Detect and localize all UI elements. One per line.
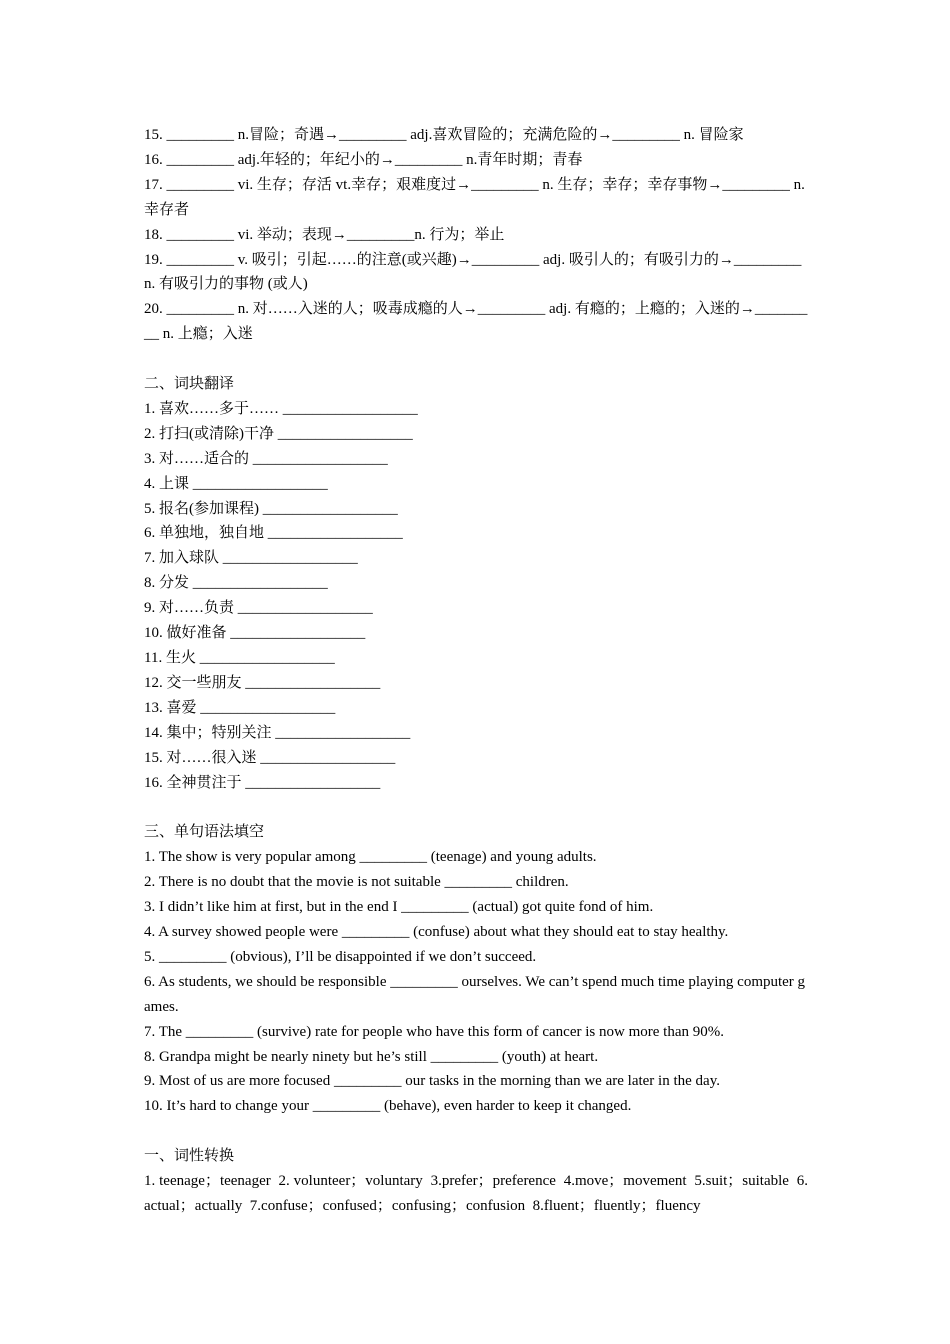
phrase-item: 15. 对……很入迷 __________________ [144,749,396,766]
answer-text: 1. teenage；teenager 2. volunteer；voluntary 3.prefer；preference 4.move；movement 5.suit；suitable 6.actual；actually 7.confuse；confused；confusing；confusion 8.fluent；fluently；fluency [144,1173,808,1214]
sentence-item: 9. Most of us are more focused _________ our tasks in the morning than we are later in the day. [144,1073,720,1090]
section-spacer [144,1119,808,1144]
sentence-item: 6. As students, we should be responsible _________ ourselves. We can’t spend much time playing computer games. [144,973,806,1015]
phrase-translation-section [144,372,808,795]
phrase-item: 13. 喜爱 __________________ [144,699,336,716]
sentence-item: 8. Grandpa might be nearly ninety but he’s still _________ (youth) at heart. [144,1048,599,1065]
phrase-item: 1. 喜欢……多于…… __________________ [144,400,418,417]
exercise-line-16: 16. _________ adj.年轻的；年纪小的→_________ n.青年时期；青春 [144,151,583,168]
sentence-item: 5. _________ (obvious), I’ll be disappointed if we don’t succeed. [144,948,537,965]
word-conversion-section [144,123,808,347]
section-heading: 三、单句语法填空 [144,824,265,841]
sentence-item: 10. It’s hard to change your _________ (behave), even harder to keep it changed. [144,1098,632,1115]
section-spacer [144,347,808,372]
phrase-item: 10. 做好准备 __________________ [144,625,366,642]
phrase-item: 6. 单独地，独自地 __________________ [144,525,403,542]
answer-key-section [144,1144,808,1219]
sentence-item: 3. I didn’t like him at first, but in the end I _________ (actual) got quite fond of him. [144,899,654,916]
phrase-item: 7. 加入球队 __________________ [144,550,358,567]
phrase-item: 11. 生火 __________________ [144,650,335,667]
sentence-item: 2. There is no doubt that the movie is not suitable _________ children. [144,874,569,891]
phrase-item: 12. 交一些朋友 __________________ [144,674,381,691]
phrase-item: 8. 分发 __________________ [144,575,328,592]
phrase-item: 2. 打扫(或清除)干净 __________________ [144,425,413,442]
phrase-item: 16. 全神贯注于 __________________ [144,774,381,791]
phrase-item: 4. 上课 __________________ [144,475,328,492]
phrase-item: 5. 报名(参加课程) __________________ [144,500,398,517]
section-heading: 一、词性转换 [144,1148,235,1165]
sentence-item: 4. A survey showed people were _________ (confuse) about what they should eat to stay healthy. [144,923,729,940]
sentence-item: 7. The _________ (survive) rate for people who have this form of cancer is now more than 90%. [144,1023,724,1040]
exercise-line-19: 19. _________ v. 吸引；引起……的注意(或兴趣)→_________ adj. 吸引人的；有吸引力的→_________ n. 有吸引力的事物 (或人) [144,251,806,293]
section-spacer [144,795,808,820]
exercise-line-20: 20. _________ n. 对……入迷的人；吸毒成瘾的人→_________ adj. 有瘾的；上瘾的；入迷的→_________ n. 上瘾；入迷 [144,301,808,343]
grammar-fill-section [144,820,808,1119]
phrase-item: 3. 对……适合的 __________________ [144,450,388,467]
section-heading: 二、词块翻译 [144,376,235,393]
exercise-line-17: 17. _________ vi. 生存；存活 vt.幸存；艰难度过→_________ n. 生存；幸存；幸存事物→_________ n.幸存者 [144,176,805,218]
sentence-item: 1. The show is very popular among _________ (teenage) and young adults. [144,849,597,866]
phrase-item: 14. 集中；特别关注 __________________ [144,724,411,741]
worksheet-page [144,123,808,1219]
exercise-line-15: 15. _________ n.冒险；奇遇→_________ adj.喜欢冒险的；充满危险的→_________ n. 冒险家 [144,127,744,143]
exercise-line-18: 18. _________ vi. 举动；表现→_________n. 行为；举止 [144,226,505,243]
phrase-item: 9. 对……负责 __________________ [144,600,373,617]
